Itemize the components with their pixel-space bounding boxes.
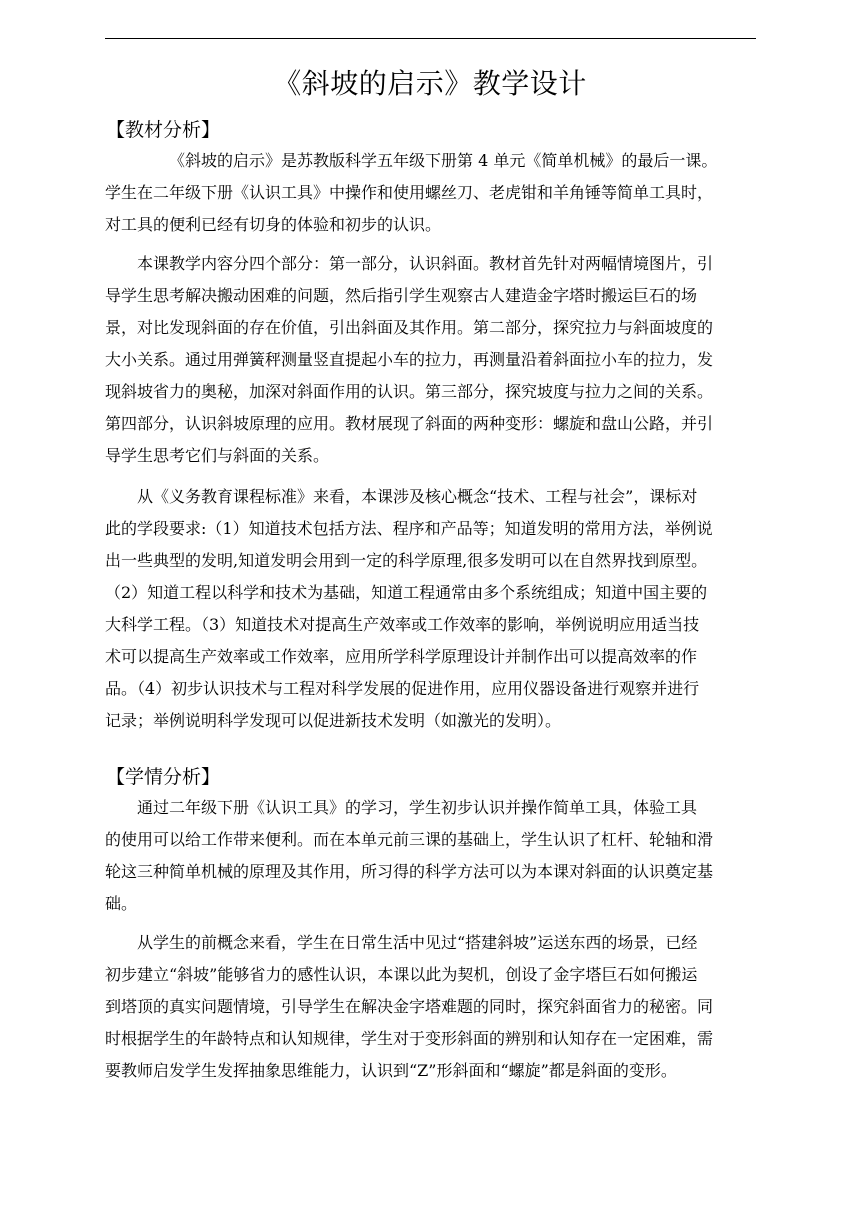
text-line: 要教师启发学生发挥抽象思维能力，认识到“Z”形斜面和“螺旋”都是斜面的变形。: [105, 1061, 677, 1080]
section-heading-textbook-analysis: 【教材分析】: [106, 119, 221, 141]
text-line: 到塔顶的真实问题情境，引导学生在解决金字塔难题的同时，探究斜面省力的秘密。同: [105, 997, 714, 1016]
text-line: 品。（4）初步认识技术与工程对科学发展的促进作用，应用仪器设备进行观察并进行: [105, 679, 700, 698]
text-line: 轮这三种简单机械的原理及其作用，所习得的科学方法可以为本课对斜面的认识奠定基: [105, 862, 714, 881]
text-line: （2）知道工程以科学和技术为基础，知道工程通常由多个系统组成；知道中国主要的: [105, 583, 708, 602]
text-line: 此的学段要求:（1）知道技术包括方法、程序和产品等；知道发明的常用方法，举例说: [105, 519, 713, 538]
text-line: 通过二年级下册《认识工具》的学习，学生初步认识并操作简单工具，体验工具: [137, 798, 698, 817]
text-line: 初步建立“斜坡”能够省力的感性认识，本课以此为契机，创设了金字塔巨石如何搬运: [105, 965, 698, 984]
paragraph: [105, 927, 757, 1087]
text-line: 学生在二年级下册《认识工具》中操作和使用螺丝刀、老虎钳和羊角锤等简单工具时，: [105, 183, 714, 202]
text-line: 础。: [105, 894, 138, 913]
text-line: 大小关系。通过用弹簧秤测量竖直提起小车的拉力，再测量沿着斜面拉小车的拉力，发: [105, 350, 714, 369]
text-line: 从学生的前概念来看，学生在日常生活中见过“搭建斜坡”运送东西的场景，已经: [137, 933, 698, 952]
text-line: 《斜坡的启示》是苏教版科学五年级下册第 4 单元《简单机械》的最后一课。: [169, 151, 718, 170]
text-line: 第四部分，认识斜坡原理的应用。教材展现了斜面的两种变形：螺旋和盘山公路，并引: [105, 414, 714, 433]
text-line: 导学生思考它们与斜面的关系。: [105, 446, 330, 465]
text-line: 出一些典型的发明,知道发明会用到一定的科学原理,很多发明可以在自然界找到原型。: [105, 551, 708, 570]
text-line: 大科学工程。（3）知道技术对提高生产效率或工作效率的影响，举例说明应用适当技: [105, 615, 700, 634]
document-title: 《斜坡的启示》教学设计: [273, 67, 587, 100]
paragraph: [105, 145, 757, 241]
text-line: 导学生思考解决搬动困难的问题，然后指引学生观察古人建造金字塔时搬运巨石的场: [105, 286, 698, 305]
text-line: 记录；举例说明科学发现可以促进新技术发明（如激光的发明）。: [105, 711, 562, 730]
text-line: 时根据学生的年龄特点和认知规律，学生对于变形斜面的辨别和认知存在一定困难，需: [105, 1029, 714, 1048]
header-rule: [105, 38, 756, 39]
text-line: 术可以提高生产效率或工作效率，应用所学科学原理设计并制作出可以提高效率的作: [105, 647, 698, 666]
text-line: 景，对比发现斜面的存在价值，引出斜面及其作用。第二部分，探究拉力与斜面坡度的: [105, 318, 714, 337]
text-line: 从《义务教育课程标准》来看，本课涉及核心概念“技术、工程与社会”，课标对: [137, 487, 698, 506]
text-line: 现斜坡省力的奥秘，加深对斜面作用的认识。第三部分，探究坡度与拉力之间的关系。: [105, 382, 714, 401]
paragraph: [105, 792, 757, 920]
text-line: 本课教学内容分四个部分：第一部分，认识斜面。教材首先针对两幅情境图片，引: [137, 254, 714, 273]
text-line: 的使用可以给工作带来便利。而在本单元前三课的基础上，学生认识了杠杆、轮轴和滑: [105, 830, 714, 849]
paragraph: [105, 248, 757, 472]
text-line: 对工具的便利已经有切身的体验和初步的认识。: [105, 215, 442, 234]
paragraph: [105, 481, 757, 737]
section-heading-learner-analysis: 【学情分析】: [106, 766, 221, 788]
